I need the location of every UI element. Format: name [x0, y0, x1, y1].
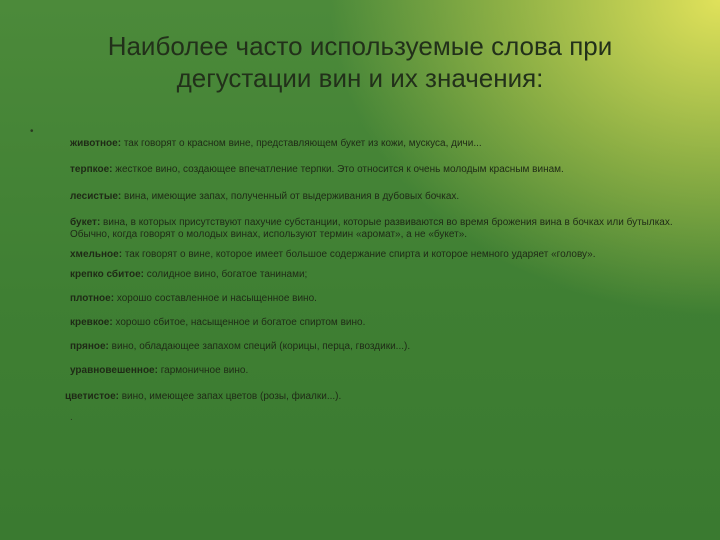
definition-term: животное: [70, 138, 122, 149]
definition-item [70, 249, 680, 261]
trailing-dot: . [70, 412, 73, 423]
definition-term: цветистое: [65, 391, 119, 402]
definition-item [70, 317, 680, 329]
definition-text: вина, в которых присутствуют пахучие субстанции, которые развиваются во время брожения вина в бочках или бутылках. Обычно, когда говорят о молодых винах, используют термин «аромат», а не «букет». [70, 217, 673, 240]
definition-term: уравновешенное: [70, 365, 158, 376]
definition-item [70, 217, 680, 241]
definition-item [70, 341, 680, 353]
slide-title [60, 30, 660, 94]
definition-term: букет: [70, 217, 101, 228]
definition-list [65, 138, 680, 403]
slide-title-line-1: Наиболее часто используемые слова при [107, 31, 613, 61]
bullet-marker: • [30, 126, 34, 137]
definition-text: хорошо составленное и насыщенное вино. [114, 293, 317, 304]
definition-term: плотное: [70, 293, 115, 304]
definition-text: так говорят о красном вине, представляющем букет из кожи, мускуса, дичи... [121, 138, 482, 149]
definition-text: вино, имеющее запах цветов (розы, фиалки...). [118, 391, 342, 402]
definition-item [70, 365, 680, 377]
definition-item [65, 391, 680, 403]
definition-term: кревкое: [70, 317, 113, 328]
definition-term: терпкое: [70, 164, 113, 175]
definition-text: вино, обладающее запахом специй (корицы, перца, гвоздики...). [108, 341, 411, 352]
definition-item [70, 269, 680, 281]
definition-text: так говорят о вине, которое имеет большое содержание спирта и которое немного ударяет «голову». [122, 249, 596, 260]
definition-term: лесистые: [70, 191, 122, 202]
definition-item [70, 191, 680, 203]
slide-title-line-2: дегустации вин и их значения: [176, 63, 544, 93]
definition-item [70, 164, 680, 176]
definition-text: солидное вино, богатое танинами; [144, 269, 308, 280]
definition-text: гармоничное вино. [157, 365, 249, 376]
definition-term: хмельное: [70, 249, 123, 260]
definition-text: жесткое вино, создающее впечатление терпки. Это относится к очень молодым красным винам. [112, 164, 564, 175]
definition-text: хорошо сбитое, насыщенное и богатое спиртом вино. [112, 317, 366, 328]
definition-item [70, 138, 680, 150]
definition-term: пряное: [70, 341, 109, 352]
definition-term: крепко сбитое: [70, 269, 144, 280]
definition-text: вина, имеющие запах, полученный от выдерживания в дубовых бочках. [121, 191, 460, 202]
definition-item [70, 293, 680, 305]
